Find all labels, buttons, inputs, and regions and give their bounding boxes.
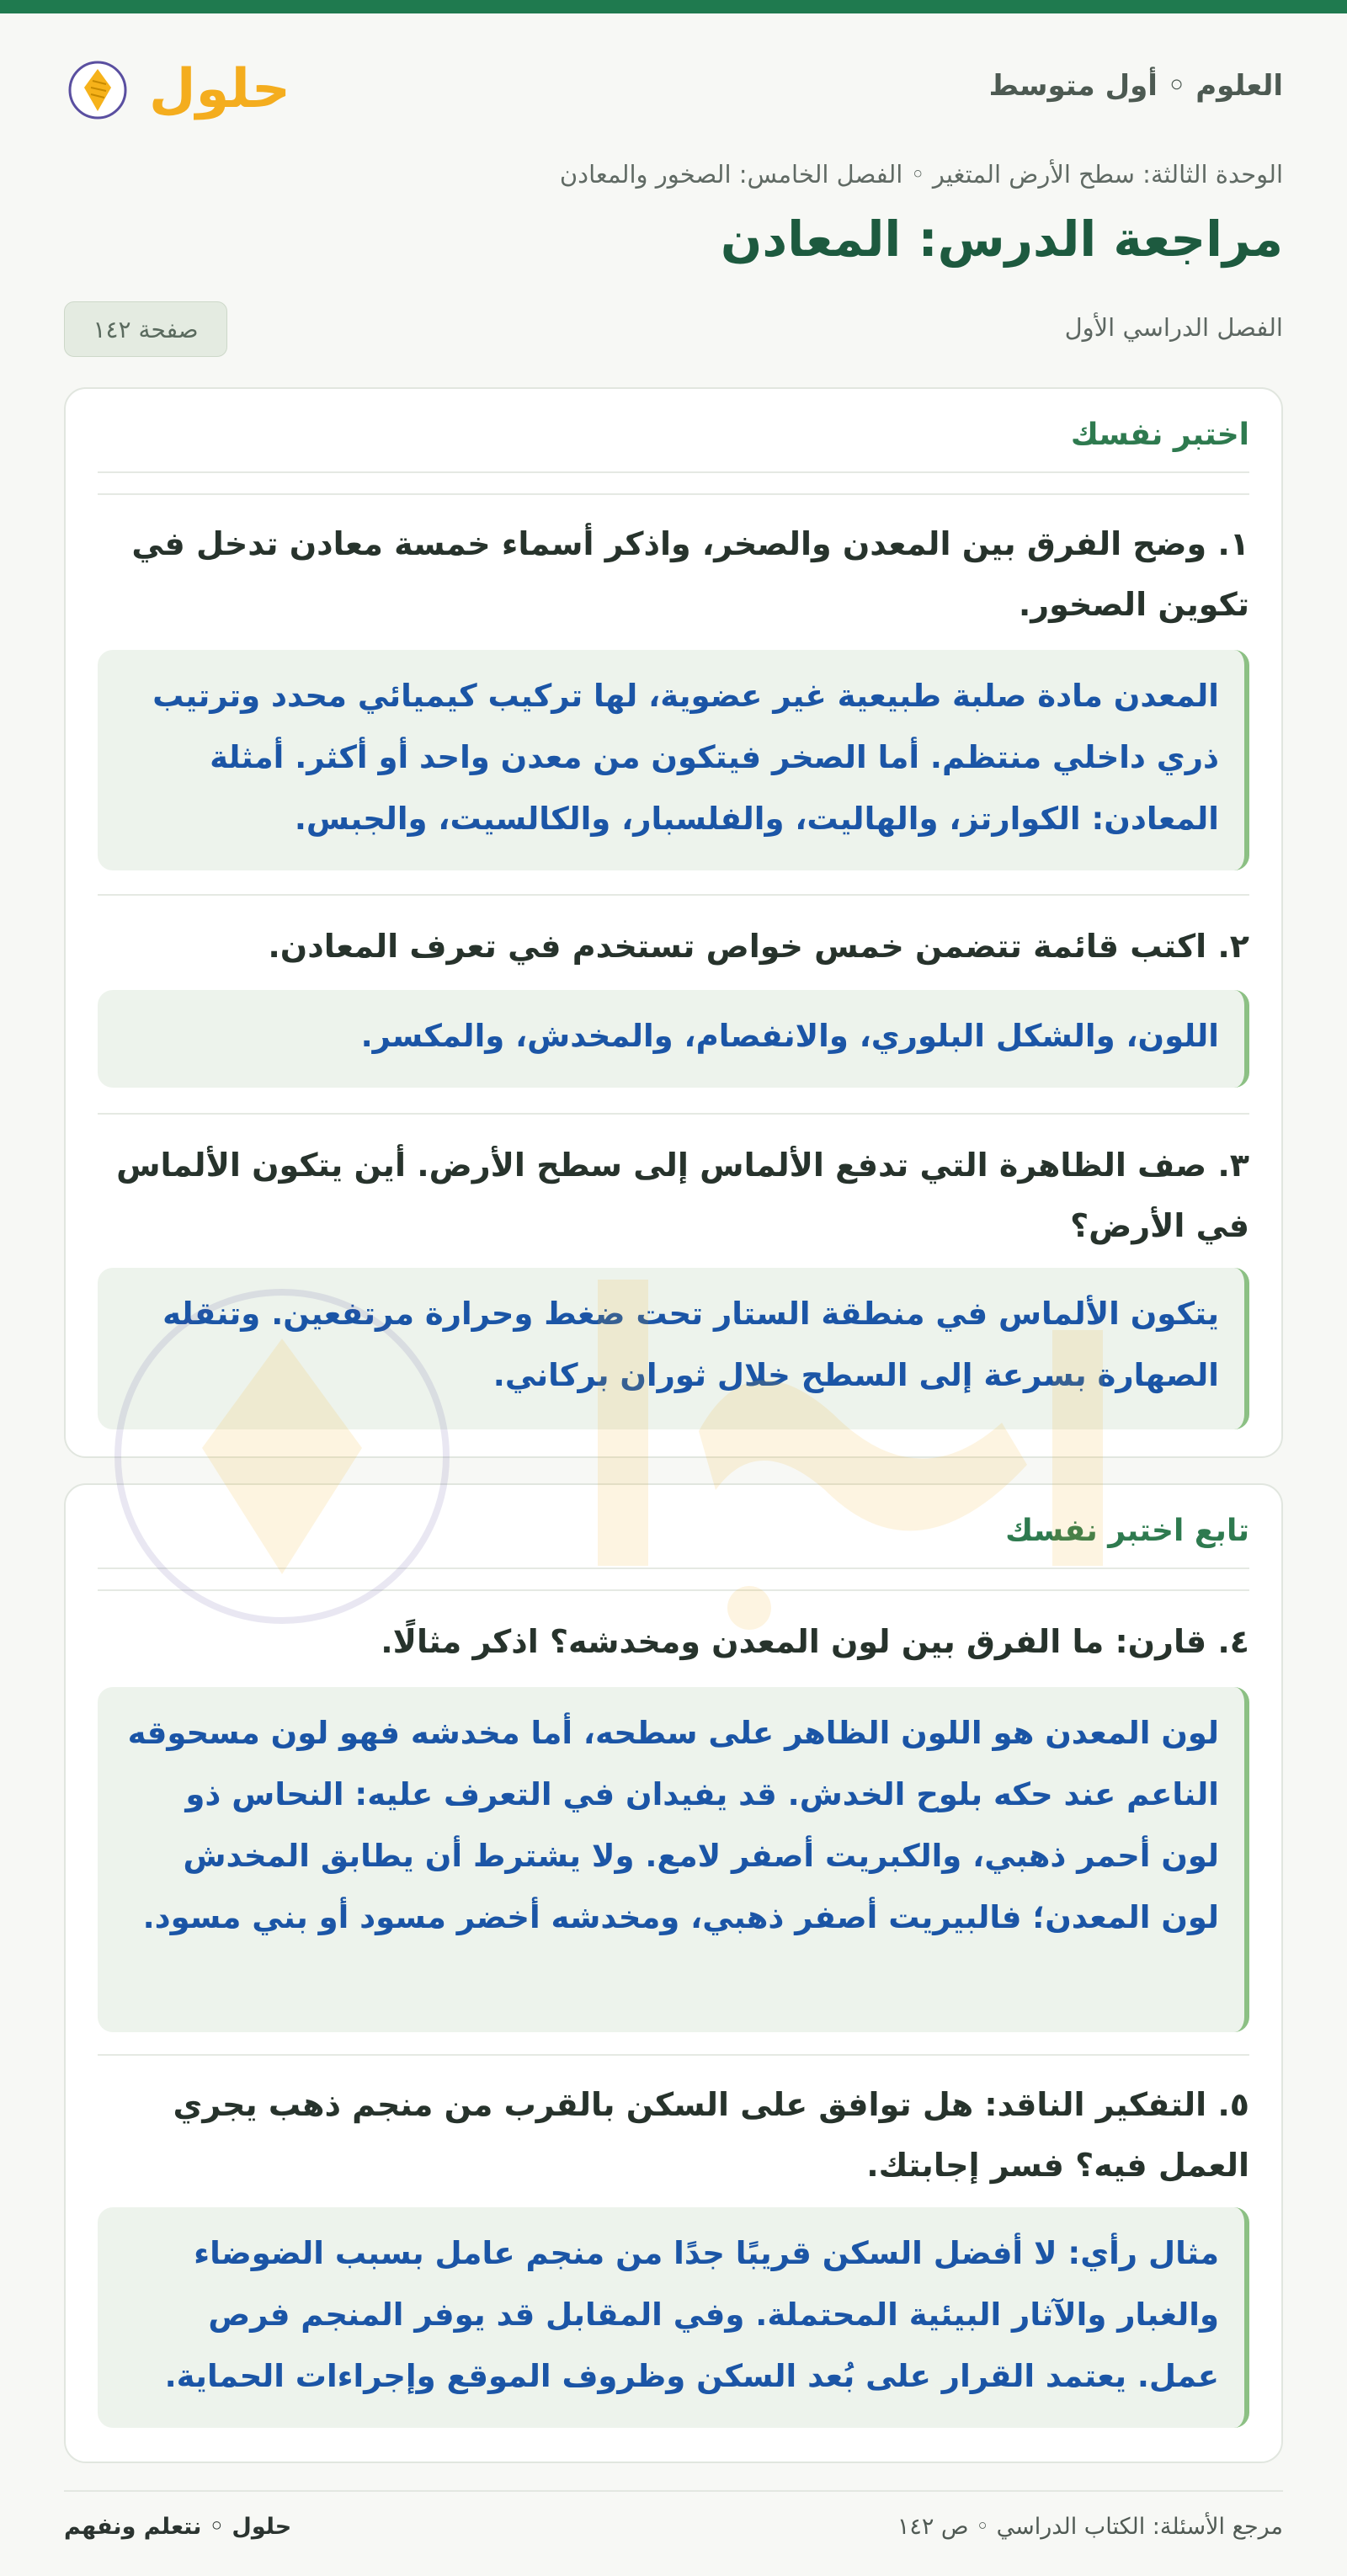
divider — [98, 493, 1249, 495]
divider — [98, 1589, 1249, 1591]
divider — [98, 894, 1249, 896]
semester-label: الفصل الدراسي الأول — [1064, 313, 1283, 342]
divider — [98, 1567, 1249, 1569]
footer-brand: حلول ◦ نتعلم ونفهم — [64, 2514, 292, 2540]
breadcrumb: الوحدة الثالثة: سطح الأرض المتغير ◦ الفصل الخامس: الصخور والمعادن — [559, 160, 1283, 189]
answer-4: لون المعدن هو اللون الظاهر على سطحه، أما مخدشه فهو لون مسحوقه الناعم عند حكه بلوح الخدش. قد يفيدان في التعرف عليه: النحاس ذو لون أحمر ذهبي، والكبريت أصفر لامع. ولا يشترط أن يطابق المخدش لون المعدن؛ فالبيريت أصفر ذهبي، ومخدشه أخضر مسود أو بني مسود. — [98, 1687, 1249, 2032]
question-5: ٥. التفكير الناقد: هل توافق على السكن بالقرب من منجم ذهب يجري العمل فيه؟ فسر إجابتك. — [173, 2086, 1249, 2184]
section-title: تابع اختبر نفسك — [1005, 1514, 1249, 1548]
answer-5: مثال رأي: لا أفضل السكن قريبًا جدًا من منجم عامل بسبب الضوضاء والغبار والآثار البيئية المحتملة. وفي المقابل قد يوفر المنجم فرص عمل. يعتمد القرار على بُعد السكن وظروف الموقع وإجراءات الحماية. — [98, 2207, 1249, 2428]
page-header — [64, 44, 1283, 136]
section-card-continue-test-yourself — [64, 1483, 1283, 2463]
page-title: مراجعة الدرس: المعادن — [720, 210, 1283, 268]
answer-1: المعدن مادة صلبة طبيعية غير عضوية، لها تركيب كيميائي محدد وترتيب ذري داخلي منتظم. أما الصخر فيتكون من معدن واحد أو أكثر. أمثلة المعادن: الكوارتز، والهاليت، والفلسبار، والكالسيت، والجبس. — [98, 650, 1249, 870]
answer-2: اللون، والشكل البلوري، والانفصام، والمخدش، والمكسر. — [98, 990, 1249, 1088]
footer-reference: مرجع الأسئلة: الكتاب الدراسي ◦ ص ١٤٢ — [897, 2514, 1283, 2540]
section-title: اختبر نفسك — [1070, 418, 1249, 452]
question-1: ١. وضح الفرق بين المعدن والصخر، واذكر أسماء خمسة معادن تدخل في تكوين الصخور. — [131, 525, 1249, 623]
answer-3: يتكون الألماس في منطقة الستار تحت ضغط وحرارة مرتفعين. وتنقله الصهارة بسرعة إلى السطح خلال ثوران بركاني. — [98, 1268, 1249, 1429]
question-2: ٢. اكتب قائمة تتضمن خمس خواص تستخدم في تعرف المعادن. — [268, 928, 1249, 965]
top-accent-bar — [0, 0, 1347, 13]
section-card-test-yourself — [64, 387, 1283, 1458]
question-4: ٤. قارن: ما الفرق بين لون المعدن ومخدشه؟ اذكر مثالًا. — [381, 1623, 1249, 1660]
logo-text: حلول — [149, 58, 290, 120]
footer-divider — [64, 2490, 1283, 2492]
subject-label: العلوم ◦ أول متوسط — [988, 69, 1283, 103]
divider — [98, 471, 1249, 473]
divider — [98, 1113, 1249, 1115]
hulul-logo — [64, 44, 291, 136]
divider — [98, 2054, 1249, 2056]
page-number-badge: صفحة ١٤٢ — [64, 301, 227, 357]
question-3: ٣. صف الظاهرة التي تدفع الألماس إلى سطح الأرض. أين يتكون الألماس في الأرض؟ — [116, 1147, 1249, 1244]
